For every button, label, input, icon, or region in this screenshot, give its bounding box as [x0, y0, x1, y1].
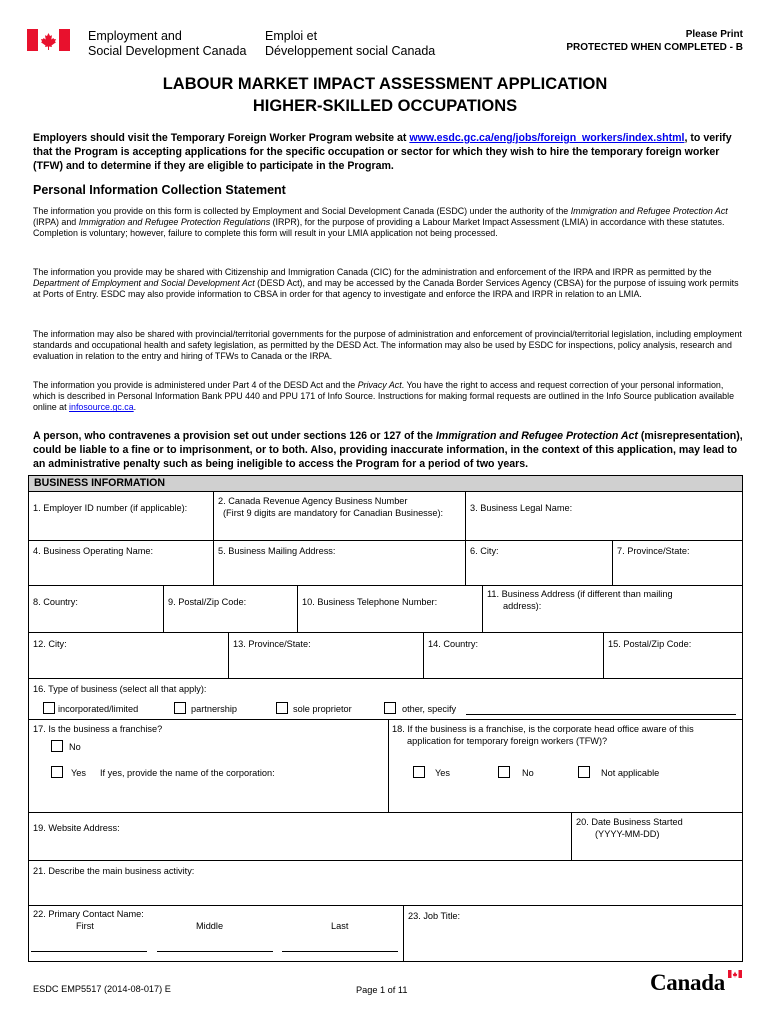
business-legal-name-label: 3. Business Legal Name: [470, 503, 573, 513]
head-office-aware-label: 18. If the business is a franchise, is the corporate head office aware of this application for temporary foreign workers (TFW)? [392, 724, 694, 746]
city-label: 6. City: [470, 546, 499, 556]
franchise-yes-label: Yes [71, 768, 86, 778]
middle-name-input[interactable] [157, 951, 273, 952]
first-name-input[interactable] [31, 951, 147, 952]
main-business-activity-label: 21. Describe the main business activity: [33, 866, 195, 876]
country-2-label: 14. Country: [428, 639, 479, 649]
other-checkbox[interactable] [384, 702, 396, 714]
pics-heading: Personal Information Collection Statement [33, 183, 286, 197]
primary-contact-name-label: 22. Primary Contact Name: [33, 909, 144, 919]
franchise-no-label: No [69, 742, 81, 752]
other-specify-input[interactable] [466, 714, 736, 715]
business-operating-name-label: 4. Business Operating Name: [33, 546, 154, 556]
other-specify-label: other, specify [402, 704, 457, 714]
intro-text: Employers should visit the Temporary Foreign Worker Program website at [33, 132, 410, 144]
middle-name-label: Middle [196, 921, 224, 931]
form-title: LABOUR MARKET IMPACT ASSESSMENT APPLICATION [162, 75, 608, 93]
postal-zip-code-2-label: 15. Postal/Zip Code: [608, 639, 692, 649]
business-telephone-label: 10. Business Telephone Number: [302, 597, 438, 607]
infosource-link[interactable]: infosource.gc.ca [69, 402, 134, 413]
city-2-label: 12. City: [33, 639, 67, 649]
dept-fr-line2: Développement social Canada [265, 44, 436, 58]
dept-en-line2: Social Development Canada [88, 44, 247, 58]
form-identifier: ESDC EMP5517 (2014-08-017) E [33, 984, 171, 994]
incorporated-checkbox[interactable] [43, 702, 55, 714]
misrepresentation-warning: A person, who contravenes a provision set out under sections 126 or 127 of the Immigration and Refugee Protection Act (misrepresentation), could be liable to a fine or to imprisonment, or to both. Also, providing inaccurate information, in the context of this application, may lead to an administrative penalty such as being ineligible to access the Program for a period of two years. [33, 430, 743, 470]
pics-paragraph-3: The information may also be shared with provincial/territorial governments for the purpose of administration and enforcement of provincial/territorial legislation, including employment standards and occupational health and safety legislation, as permitted by the DESD Act. The information may also be used by ESDC for inspections, policy analysis, research and evaluation in relation to the entry and hiring of TFWs to Canada or the IRPA. [33, 329, 742, 362]
last-name-input[interactable] [282, 951, 398, 952]
province-state-2-label: 13. Province/State: [233, 639, 311, 649]
form-subtitle: HIGHER-SKILLED OCCUPATIONS [252, 97, 518, 115]
head-office-yes-label: Yes [435, 768, 450, 778]
corporation-name-label: If yes, provide the name of the corporation: [100, 768, 275, 778]
page-number: Page 1 of 11 [356, 985, 408, 995]
pics-paragraph-1: The information you provide on this form is collected by Employment and Social Development Canada (ESDC) under the authority of the Immigration and Refugee Protection Act (IRPA) and Immigration and Refugee Protection Regulations (IRPR), for the purpose of providing a Labour Market Impact Assessment (LMIA) in accordance with these statutes. Completion is voluntary; however, failure to complete this form will result in your LMIA application not being processed. [33, 206, 728, 239]
department-name-en [88, 29, 246, 59]
business-address-different-label: 11. Business Address (if different than mailing address): [487, 589, 673, 611]
section-header-business-information: BUSINESS INFORMATION [28, 475, 743, 492]
franchise-no-checkbox[interactable] [51, 740, 63, 752]
canada-flag-icon [27, 29, 70, 51]
head-office-na-checkbox[interactable] [578, 766, 590, 778]
business-mailing-address-label: 5. Business Mailing Address: [218, 546, 336, 556]
type-of-business-label: 16. Type of business (select all that apply): [33, 684, 207, 694]
partnership-checkbox[interactable] [174, 702, 186, 714]
tfw-program-link[interactable]: www.esdc.gc.ca/eng/jobs/foreign_workers/index.shtml [409, 132, 685, 144]
head-office-no-label: No [522, 768, 534, 778]
intro-text-end: , to verify that the Program is accepting applications for the specific occupation or sector for which they wish to hire the temporary foreign worker (TFW) and to determine if they are eligible to participate in the Program. [33, 132, 732, 172]
postal-zip-code-label: 9. Postal/Zip Code: [168, 597, 247, 607]
cra-business-number-label: 2. Canada Revenue Agency Business Number (First 9 digits are mandatory for Canadian Businesse): [218, 496, 444, 518]
wordmark-flag-icon [728, 970, 742, 978]
sole-proprietor-label: sole proprietor [293, 704, 352, 714]
franchise-question-label: 17. Is the business a franchise? [33, 724, 163, 734]
intro-paragraph [33, 131, 745, 173]
first-name-label: First [76, 921, 94, 931]
franchise-yes-checkbox[interactable] [51, 766, 63, 778]
pics-paragraph-4: The information you provide is administered under Part 4 of the DESD Act and the Privacy Act. You have the right to access and request correction of your personal information, which is described in Personal Information Bank PPU 440 and PPU 171 of Info Source. Instructions for making formal requests are outlined in the Info Source publication available online at infosource.gc.ca. [33, 380, 735, 413]
head-office-yes-checkbox[interactable] [413, 766, 425, 778]
job-title-label: 23. Job Title: [408, 911, 461, 921]
date-business-started-label: 20. Date Business Started (YYYY-MM-DD) [576, 817, 683, 839]
head-office-no-checkbox[interactable] [498, 766, 510, 778]
sole-proprietor-checkbox[interactable] [276, 702, 288, 714]
dept-en-line1: Employment and [88, 29, 182, 43]
department-name-fr [265, 29, 435, 59]
dept-fr-line1: Emploi et [265, 29, 318, 43]
protected-notice [566, 28, 743, 54]
country-label: 8. Country: [33, 597, 78, 607]
last-name-label: Last [331, 921, 349, 931]
province-state-label: 7. Province/State: [617, 546, 690, 556]
please-print-label: Please Print [685, 29, 743, 40]
head-office-na-label: Not applicable [601, 768, 660, 778]
website-address-label: 19. Website Address: [33, 823, 120, 833]
partnership-label: partnership [191, 704, 237, 714]
pics-paragraph-2: The information you provide may be shared with Citizenship and Immigration Canada (CIC) for the administration and enforcement of the IRPA and IRPR as permitted by the Department of Employment and Social Development Act (DESD Act), and may be accessed by the Canada Border Services Agency (CBSA) for the purpose of issuing work permits at Ports of Entry. ESDC may also provide information to CBSA in order for that agency to investigate and enforce the IRPA and IRPR in relation to an LMIA. [33, 267, 739, 300]
canada-wordmark: Canada [650, 968, 742, 998]
incorporated-label: incorporated/limited [58, 704, 139, 714]
protected-label: PROTECTED WHEN COMPLETED - B [566, 42, 743, 53]
employer-id-label: 1. Employer ID number (if applicable): [33, 503, 188, 513]
